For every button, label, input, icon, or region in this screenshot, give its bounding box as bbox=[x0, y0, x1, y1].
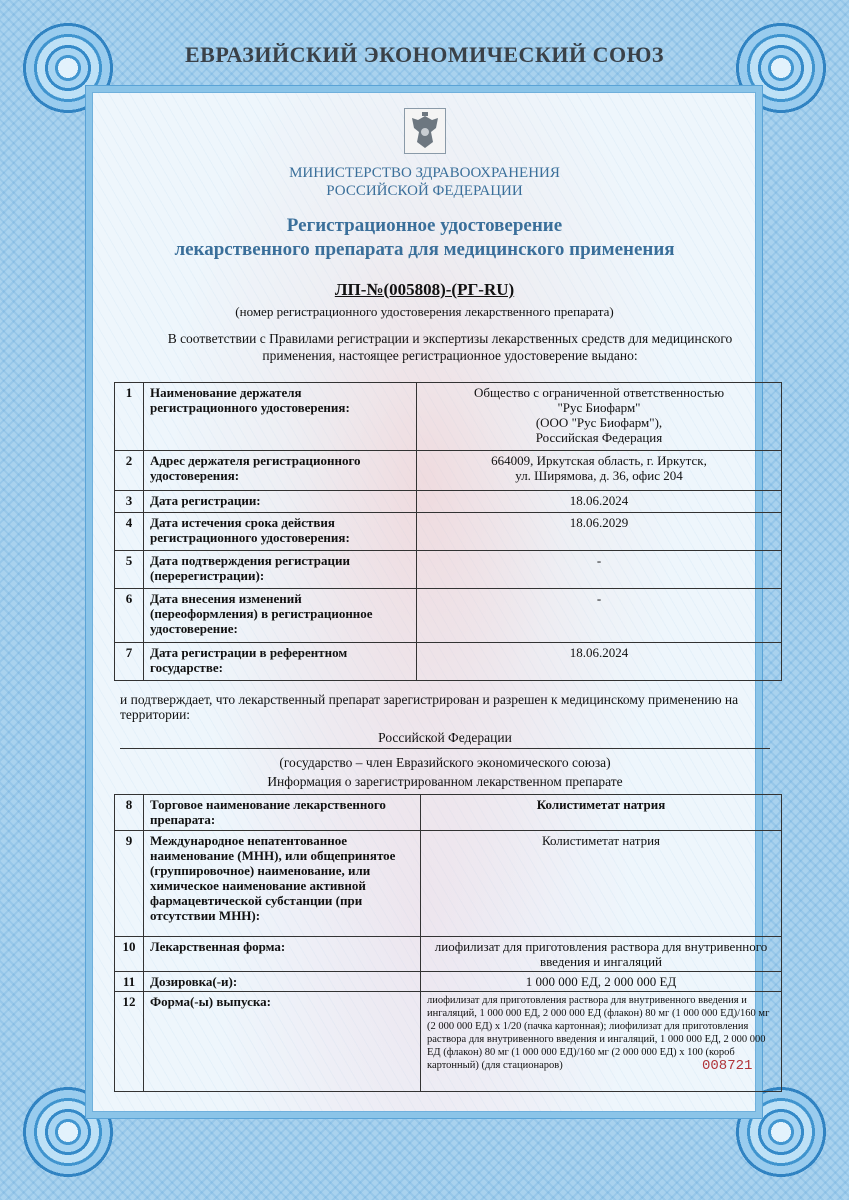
holder-name-line: Общество с ограниченной ответственностью bbox=[473, 385, 725, 400]
row-value: Колистиметат натрия bbox=[421, 831, 782, 937]
registration-number bbox=[0, 280, 849, 300]
table-row bbox=[115, 491, 782, 513]
row-label: Международное непатентованное наименование (МНН), или общепринятое (группировочное) наименование, или химическое наименование активной фармацевтической субстанции (при отсутствии МНН): bbox=[144, 831, 421, 937]
row-number: 11 bbox=[115, 972, 144, 992]
table-row bbox=[115, 383, 782, 451]
table-row bbox=[115, 831, 782, 937]
product-info-caption: Информация о зарегистрированном лекарственном препарате bbox=[267, 774, 623, 789]
certificate-title bbox=[0, 214, 849, 262]
row-label: Дата подтверждения регистрации (перерегистрации): bbox=[144, 551, 417, 589]
row-label: Наименование держателя регистрационного удостоверения: bbox=[144, 383, 417, 451]
table-row bbox=[115, 972, 782, 992]
certificate-title-line-2: лекарственного препарата для медицинского применения bbox=[174, 239, 675, 260]
row-number: 5 bbox=[115, 551, 144, 589]
row-value: лиофилизат для приготовления раствора для внутривенного введения и ингаляций bbox=[421, 937, 782, 972]
table-row bbox=[115, 451, 782, 491]
row-number: 2 bbox=[115, 451, 144, 491]
address-line: ул. Ширямова, д. 36, офис 204 bbox=[515, 468, 683, 483]
row-label: Дата истечения срока действия регистрационного удостоверения: bbox=[144, 513, 417, 551]
row-number: 10 bbox=[115, 937, 144, 972]
union-title: ЕВРАЗИЙСКИЙ ЭКОНОМИЧЕСКИЙ СОЮЗ bbox=[184, 42, 665, 67]
country-caption: (государство – член Евразийского экономического союза) bbox=[279, 755, 611, 770]
holder-name-line: "Рус Биофарм" bbox=[557, 400, 641, 415]
row-value: 1 000 000 ЕД, 2 000 000 ЕД bbox=[421, 972, 782, 992]
serial-number: 008721 bbox=[702, 1058, 753, 1074]
row-label: Дозировка(-и): bbox=[144, 972, 421, 992]
table-row bbox=[115, 992, 782, 1092]
row-number: 9 bbox=[115, 831, 144, 937]
table-row bbox=[115, 513, 782, 551]
row-label: Адрес держателя регистрационного удостоверения: bbox=[144, 451, 417, 491]
holder-name-line: Российская Федерация bbox=[535, 430, 663, 445]
table-row bbox=[115, 643, 782, 681]
row-number: 3 bbox=[115, 491, 144, 513]
holder-info-table bbox=[114, 382, 782, 681]
row-label: Торговое наименование лекарственного препарата: bbox=[144, 795, 421, 831]
table-row bbox=[115, 589, 782, 643]
registration-number-value: ЛП-№(005808)-(РГ-RU) bbox=[334, 280, 515, 299]
ministry-name bbox=[0, 164, 849, 200]
row-value bbox=[417, 451, 782, 491]
row-value: - bbox=[417, 551, 782, 589]
row-number: 12 bbox=[115, 992, 144, 1092]
confirmation-text: и подтверждает, что лекарственный препарат зарегистрирован и разрешен к медицинскому применению на территории: bbox=[120, 692, 739, 722]
address-line: 664009, Иркутская область, г. Иркутск, bbox=[491, 453, 707, 468]
row-number: 1 bbox=[115, 383, 144, 451]
row-label: Дата внесения изменений (переоформления) в регистрационное удостоверение: bbox=[144, 589, 417, 643]
registration-number-caption: (номер регистрационного удостоверения лекарственного препарата) bbox=[235, 304, 614, 319]
table-row bbox=[115, 795, 782, 831]
row-value bbox=[417, 383, 782, 451]
row-label: Лекарственная форма: bbox=[144, 937, 421, 972]
ministry-line-1: МИНИСТЕРСТВО ЗДРАВООХРАНЕНИЯ bbox=[289, 165, 560, 181]
row-value: 18.06.2024 bbox=[417, 491, 782, 513]
row-label: Дата регистрации: bbox=[144, 491, 417, 513]
certificate-title-line-1: Регистрационное удостоверение bbox=[286, 215, 563, 236]
ministry-line-2: РОССИЙСКОЙ ФЕДЕРАЦИИ bbox=[326, 183, 523, 199]
row-number: 8 bbox=[115, 795, 144, 831]
coat-of-arms-icon bbox=[404, 108, 446, 154]
holder-name-line: (ООО "Рус Биофарм"), bbox=[535, 415, 663, 430]
country-name: Российской Федерации bbox=[120, 730, 770, 749]
table-row bbox=[115, 937, 782, 972]
row-value: Колистиметат натрия bbox=[421, 795, 782, 831]
row-value: - bbox=[417, 589, 782, 643]
row-label: Дата регистрации в референтном государстве: bbox=[144, 643, 417, 681]
row-number: 7 bbox=[115, 643, 144, 681]
table-row bbox=[115, 551, 782, 589]
row-value: 18.06.2024 bbox=[417, 643, 782, 681]
row-number: 4 bbox=[115, 513, 144, 551]
row-value: 18.06.2029 bbox=[417, 513, 782, 551]
row-value: лиофилизат для приготовления раствора для внутривенного введения и ингаляций, 1 000 000 ЕД, 2 000 000 ЕД (флакон) 80 мг (1 000 000 ЕД)/160 мг (2 000 000 ЕД) x 1/20 (пачка картонная); лиофилизат для приготовления раствора для внутривенного введения и ингаляций, 1 000 000 ЕД, 2 000 000 ЕД (флакон) 80 мг (1 000 000 ЕД)/160 мг (2 000 000 ЕД) x 100 (короб картонный) (для стационаров) bbox=[421, 992, 782, 1092]
row-number: 6 bbox=[115, 589, 144, 643]
row-label: Форма(-ы) выпуска: bbox=[144, 992, 421, 1092]
intro-text: В соответствии с Правилами регистрации и экспертизы лекарственных средств для медицинского применения, настоящее регистрационное удостоверение выдано: bbox=[167, 331, 733, 363]
product-info-table bbox=[114, 794, 782, 1092]
